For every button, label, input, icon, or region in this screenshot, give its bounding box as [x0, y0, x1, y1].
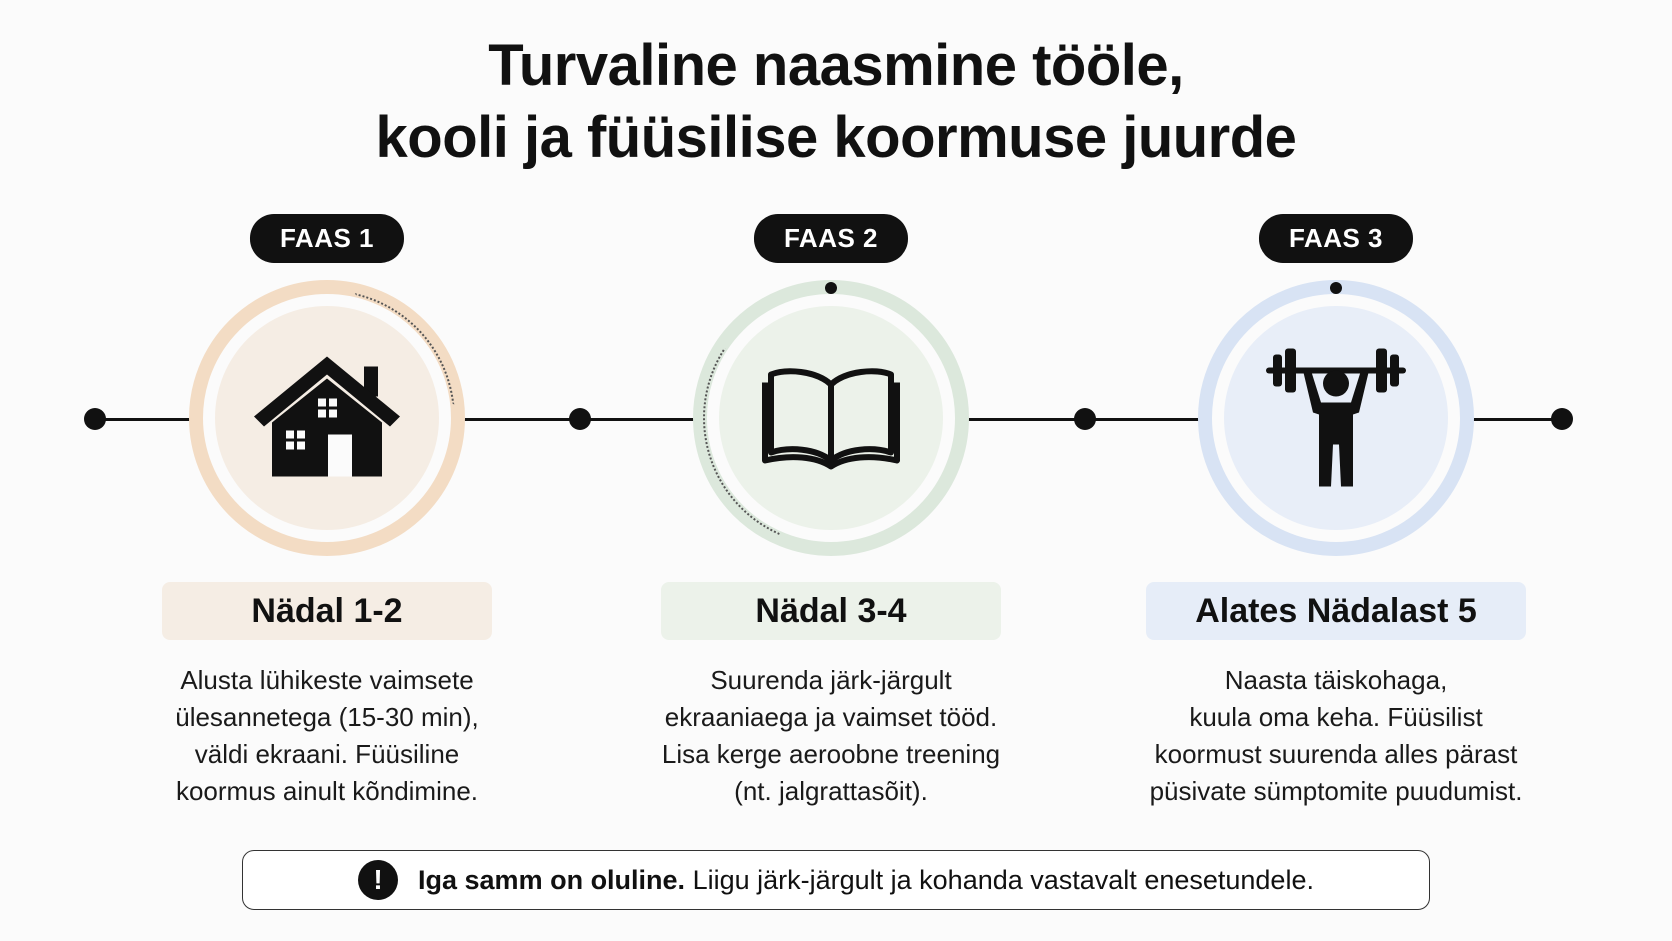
desc-line: koormust suurenda alles pärast [1154, 739, 1518, 769]
desc-line: Alusta lühikeste vaimsete [180, 665, 474, 695]
phase-description [631, 662, 1031, 810]
title-line-2: kooli ja füüsilise koormuse juurde [375, 105, 1297, 170]
house-icon [252, 351, 402, 486]
phase-badge: FAAS 3 [1259, 214, 1413, 263]
footer-note [242, 850, 1430, 910]
phase-badge: FAAS 1 [250, 214, 404, 263]
connector-dot [1330, 282, 1342, 294]
timeline-node-start [84, 408, 106, 430]
desc-line: ekraaniaega ja vaimset tööd. [664, 702, 998, 732]
page-title [0, 30, 1672, 174]
open-book-icon [761, 361, 901, 476]
desc-line: Lisa kerge aeroobne treening [661, 739, 1001, 769]
weightlifter-icon [1261, 341, 1411, 496]
phase-week: Nädal 1-2 [162, 582, 492, 640]
connector-dot [825, 282, 837, 294]
desc-line: (nt. jalgrattasõit). [734, 776, 928, 806]
desc-line: püsivate sümptomite puudumist. [1149, 776, 1523, 806]
phase-week: Alates Nädalast 5 [1146, 582, 1526, 640]
footer-bold-text: Iga samm on oluline. [418, 864, 686, 895]
phase-description [127, 662, 527, 810]
exclamation-icon: ! [358, 860, 398, 900]
timeline-node-end [1551, 408, 1573, 430]
desc-line: kuula oma keha. Füüsilist [1189, 702, 1483, 732]
timeline-node [1074, 408, 1096, 430]
timeline-node [569, 408, 591, 430]
phase-circle [1198, 280, 1474, 556]
phase-circle [693, 280, 969, 556]
desc-line: ülesannetega (15-30 min), [175, 702, 479, 732]
title-line-1: Turvaline naasmine tööle, [488, 33, 1184, 98]
desc-line: Naasta täiskohaga, [1224, 665, 1448, 695]
phase-circle [189, 280, 465, 556]
desc-line: koormus ainult kõndimine. [175, 776, 479, 806]
footer-text: Liigu järk-järgult ja kohanda vastavalt enesetundele. [685, 864, 1314, 895]
phase-badge: FAAS 2 [754, 214, 908, 263]
desc-line: väldi ekraani. Füüsiline [194, 739, 460, 769]
desc-line: Suurenda järk-järgult [710, 665, 952, 695]
phase-week: Nädal 3-4 [661, 582, 1001, 640]
phase-description [1136, 662, 1536, 810]
